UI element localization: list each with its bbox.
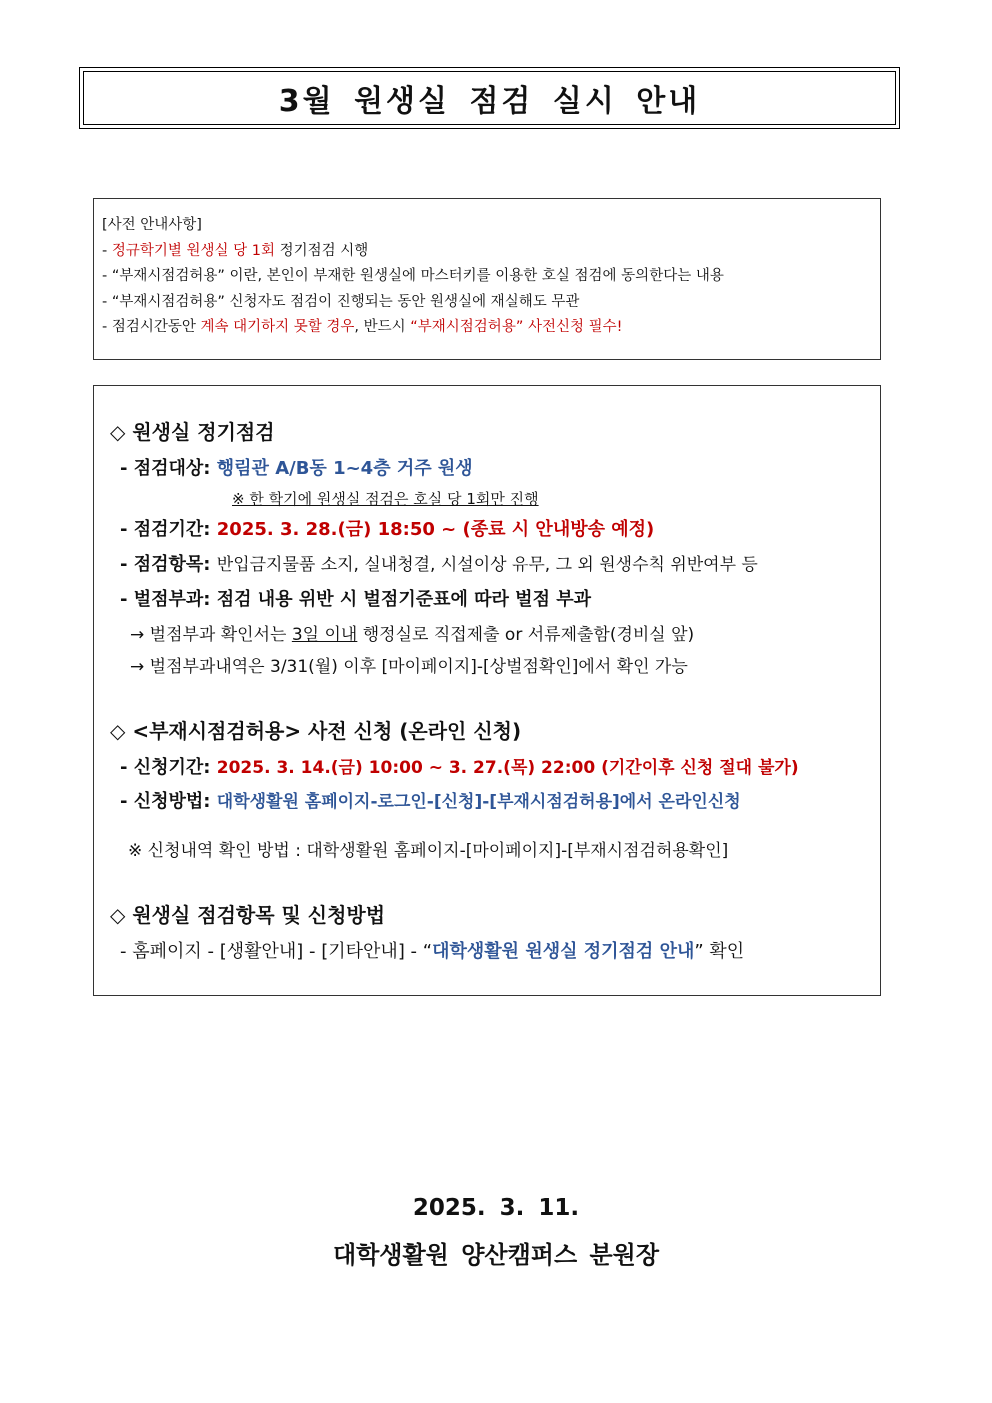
penalty-value: 점검 내용 위반 시 벌점기준표에 따라 벌점 부과 [216, 589, 592, 610]
notice-line-4-mid: , 반드시 [354, 319, 411, 335]
inspection-period [120, 515, 654, 541]
guide-path [120, 937, 744, 963]
penalty [120, 585, 591, 611]
notice-line-1-highlight: 정규학기별 원생실 당 1회 [111, 242, 275, 259]
notice-line-4-pre: - 점검시간동안 [102, 319, 201, 335]
page-title: 3월 원생실 점검 실시 안내 [83, 71, 896, 125]
penalty-arrow-2: → 벌점부과내역은 3/31(월) 이후 [마이페이지]-[상벌점확인]에서 확인 가능 [130, 657, 688, 677]
inspection-target-value: 행림관 A/B동 1~4층 거주 원생 [216, 458, 473, 479]
notice-heading: [사전 안내사항] [102, 217, 202, 233]
inspection-items-label: - 점검항목: [120, 554, 217, 575]
inspection-items [120, 550, 758, 576]
penalty-arrow-1-deadline: 3일 이내 [291, 625, 358, 645]
application-check-note: ※ 신청내역 확인 방법 : 대학생활원 홈페이지-[마이페이지]-[부재시점검허용확인] [128, 841, 729, 861]
application-period-label: - 신청기간: [120, 757, 217, 778]
title-box [79, 67, 900, 129]
penalty-arrow-1 [130, 620, 694, 645]
guide-path-pre: - 홈페이지 - [생활안내] - [기타안내] - “ [120, 941, 433, 962]
application-method-label: - 신청방법: [120, 791, 217, 812]
inspection-period-value: 2025. 3. 28.(금) 18:50 ~ (종료 시 안내방송 예정) [216, 519, 655, 540]
inspection-period-label: - 점검기간: [120, 519, 217, 540]
application-period-value: 2025. 3. 14.(금) 10:00 ~ 3. 27.(목) 22:00 (기간이후 신청 절대 불가) [216, 758, 799, 778]
section-inspection-heading: ◇ 원생실 정기점검 [110, 420, 275, 444]
penalty-label: - 벌점부과: [120, 589, 217, 610]
notice-line-1-rest: 정기점검 시행 [274, 242, 369, 259]
footer-organization: 대학생활원 양산캠퍼스 분원장 [332, 1241, 660, 1269]
notice-line-3: - “부재시점검허용” 신청자도 점검이 진행되는 동안 원생실에 재실해도 무관 [102, 293, 580, 310]
application-method [120, 787, 741, 813]
penalty-arrow-1-pre: → 벌점부과 확인서는 [130, 625, 292, 645]
footer-date: 2025. 3. 11. [412, 1195, 580, 1221]
main-box [93, 385, 881, 996]
section-guide-heading: ◇ 원생실 점검항목 및 신청방법 [110, 903, 386, 927]
inspection-target [120, 454, 473, 480]
notice-line-2: - “부재시점검허용” 이란, 본인이 부재한 원생실에 마스터키를 이용한 호실 점검에 동의한다는 내용 [102, 268, 724, 284]
application-method-value: 대학생활원 홈페이지-로그인-[신청]-[부재시점검허용]에서 온라인신청 [216, 792, 741, 812]
notice-line-4-highlight-2: “부재시점검허용” 사전신청 필수! [410, 319, 623, 335]
inspection-target-note: ※ 한 학기에 원생실 점검은 호실 당 1회만 진행 [232, 490, 539, 508]
application-period [120, 753, 799, 779]
notice-line-1 [102, 239, 872, 265]
inspection-items-value: 반입금지물품 소지, 실내청결, 시설이상 유무, 그 외 원생수칙 위반여부 등 [216, 555, 758, 575]
notice-line-4-highlight-1: 계속 대기하지 못할 경우 [200, 319, 355, 335]
notice-line-4 [102, 315, 872, 341]
notice-box [93, 198, 881, 360]
section-application-heading: ◇ <부재시점검허용> 사전 신청 (온라인 신청) [110, 719, 522, 743]
notice-line-1-dash: - [102, 242, 112, 259]
guide-path-highlight: 대학생활원 원생실 정기점검 안내 [432, 941, 695, 962]
guide-path-post: ” 확인 [694, 941, 745, 962]
penalty-arrow-1-post: 행정실로 직접제출 or 서류제출함(경비실 앞) [357, 625, 695, 645]
inspection-target-label: - 점검대상: [120, 458, 217, 479]
